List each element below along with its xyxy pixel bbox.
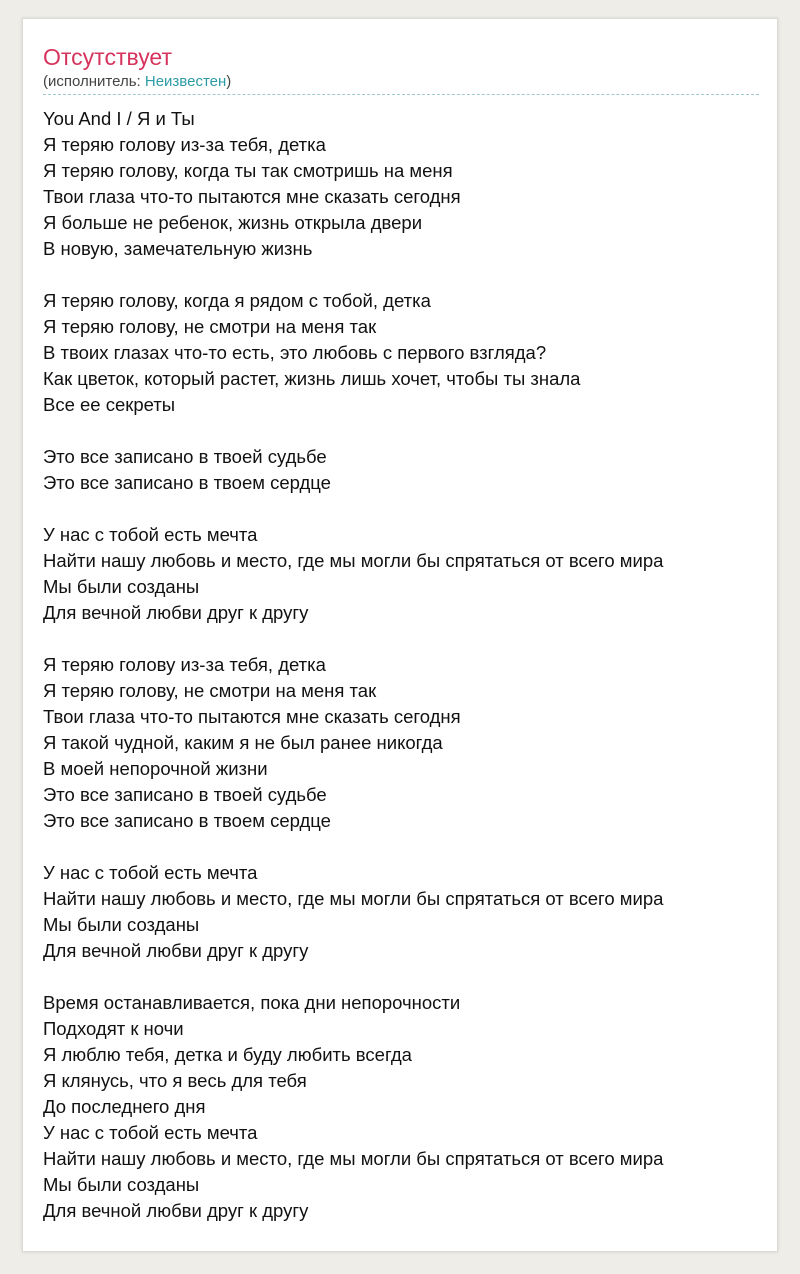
lyric-line: Все ее секреты [43, 394, 176, 415]
lyric-line: У нас с тобой есть мечта [43, 862, 258, 883]
lyric-line: У нас с тобой есть мечта [43, 1122, 258, 1143]
lyric-line: В моей непорочной жизни [43, 758, 268, 779]
lyric-line: Я теряю голову, не смотри на меня так [43, 316, 377, 337]
lyric-line: Мы были созданы [43, 1174, 200, 1195]
lyric-line: Найти нашу любовь и место, где мы могли бы спрятаться от всего мира [43, 888, 664, 909]
lyric-line: You And I / Я и Ты [43, 108, 195, 129]
lyric-line: Я теряю голову из-за тебя, детка [43, 654, 326, 675]
lyric-line: У нас с тобой есть мечта [43, 524, 258, 545]
lyric-line: Найти нашу любовь и место, где мы могли бы спрятаться от всего мира [43, 550, 664, 571]
stanza-gap [43, 496, 759, 522]
lyric-line: Для вечной любви друг к другу [43, 1200, 309, 1221]
lyric-line: Я теряю голову из-за тебя, детка [43, 134, 326, 155]
artist-link[interactable]: Неизвестен [144, 73, 227, 90]
lyric-line: Это все записано в твоей судьбе [43, 446, 327, 467]
lyrics-card [22, 18, 778, 1252]
lyric-line: Это все записано в твоем сердце [43, 810, 331, 831]
lyric-line: Я люблю тебя, детка и буду любить всегда [43, 1044, 412, 1065]
stanza-gap [43, 964, 759, 990]
lyric-line: Я теряю голову, когда ты так смотришь на меня [43, 160, 453, 181]
lyric-line: В твоих глазах что-то есть, это любовь с первого взгляда? [43, 342, 547, 363]
lyric-line: Для вечной любви друг к другу [43, 940, 309, 961]
lyric-line: Это все записано в твоей судьбе [43, 784, 327, 805]
artist-line [43, 72, 759, 95]
lyric-line: Я теряю голову, когда я рядом с тобой, детка [43, 290, 431, 311]
lyric-line: Для вечной любви друг к другу [43, 602, 309, 623]
lyrics-stanza [43, 106, 759, 262]
stanza-gap [43, 418, 759, 444]
stanza-gap [43, 626, 759, 652]
artist-suffix: ) [226, 73, 232, 90]
lyric-line: Найти нашу любовь и место, где мы могли бы спрятаться от всего мира [43, 1148, 664, 1169]
lyrics-body [43, 106, 759, 1224]
song-header [43, 43, 759, 95]
lyric-line: Я такой чудной, каким я не был ранее никогда [43, 732, 443, 753]
lyric-line: Я больше не ребенок, жизнь открыла двери [43, 212, 423, 233]
lyric-line: Мы были созданы [43, 914, 200, 935]
lyric-line: Как цветок, который растет, жизнь лишь хочет, чтобы ты знала [43, 368, 581, 389]
lyric-line: Подходят к ночи [43, 1018, 184, 1039]
lyric-line: Я теряю голову, не смотри на меня так [43, 680, 377, 701]
lyrics-stanza [43, 652, 759, 834]
artist-prefix: (исполнитель: [43, 73, 145, 90]
stanza-gap [43, 262, 759, 288]
lyric-line: Время останавливается, пока дни непорочности [43, 992, 461, 1013]
lyrics-stanza [43, 990, 759, 1224]
lyric-line: Это все записано в твоем сердце [43, 472, 331, 493]
stanza-gap [43, 834, 759, 860]
song-title: Отсутствует [43, 44, 172, 70]
lyric-line: Я клянусь, что я весь для тебя [43, 1070, 307, 1091]
lyric-line: В новую, замечательную жизнь [43, 238, 313, 259]
lyrics-stanza [43, 288, 759, 418]
lyrics-stanza [43, 860, 759, 964]
lyric-line: Твои глаза что-то пытаются мне сказать сегодня [43, 706, 461, 727]
lyric-line: До последнего дня [43, 1096, 206, 1117]
lyrics-stanza [43, 444, 759, 496]
lyric-line: Мы были созданы [43, 576, 200, 597]
lyric-line: Твои глаза что-то пытаются мне сказать сегодня [43, 186, 461, 207]
lyrics-stanza [43, 522, 759, 626]
